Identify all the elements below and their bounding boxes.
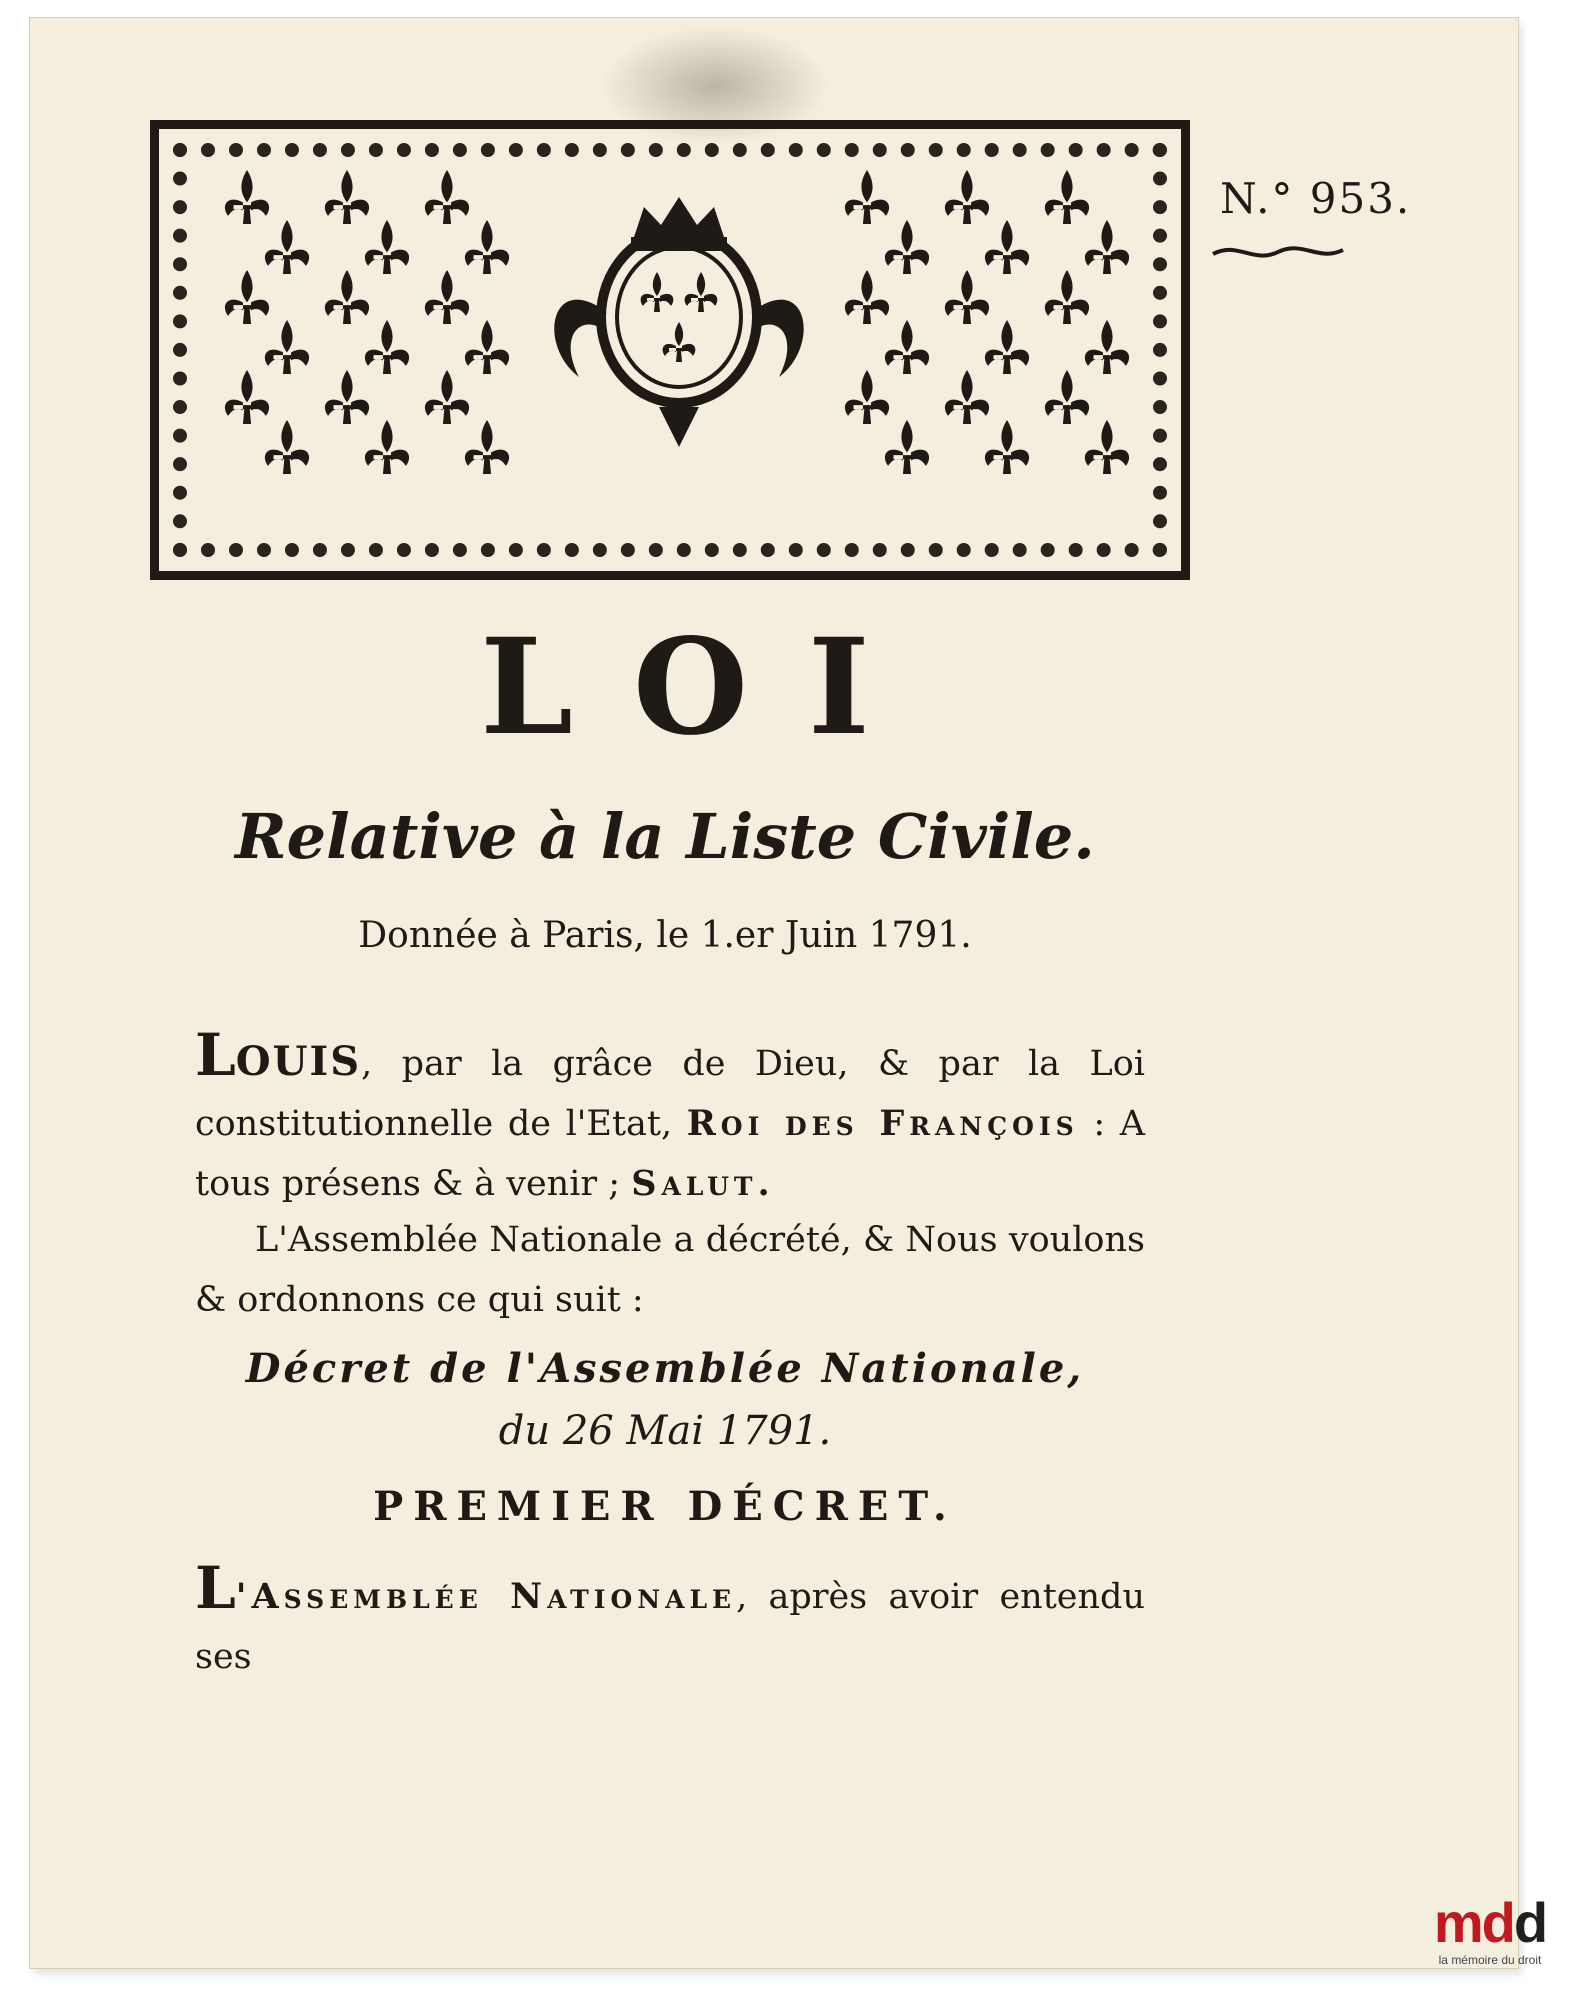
- decree-date: du 26 Mai 1791.: [498, 1408, 832, 1454]
- issue-date: Donnée à Paris, le 1.er Juin 1791.: [358, 915, 972, 956]
- fleur-de-lis-icon: [885, 320, 929, 374]
- preamble-dropcap: L: [195, 1021, 236, 1089]
- fleur-de-lis-icon: [225, 170, 269, 224]
- fleur-de-lis-icon: [265, 320, 309, 374]
- fleur-de-lis-icon: [1045, 170, 1089, 224]
- fleur-de-lis-icon: [225, 270, 269, 324]
- fleur-de-lis-field: [187, 157, 1172, 532]
- fleur-de-lis-icon: [945, 370, 989, 424]
- assembly-name: 'Assemblée Nationale: [235, 1576, 737, 1617]
- fleur-de-lis-icon: [945, 170, 989, 224]
- preamble-text-2: : A tous présens & à venir ;: [195, 1104, 1146, 1204]
- fleur-de-lis-icon: [845, 270, 889, 324]
- fleur-de-lis-icon: [985, 320, 1029, 374]
- fleur-de-lis-icon: [985, 220, 1029, 274]
- logo-tagline: la mémoire du droit: [1438, 1953, 1542, 1967]
- headpiece-border: [173, 143, 1167, 557]
- fleur-de-lis-icon: [1085, 220, 1129, 274]
- preamble-text-1: , par la grâce de Dieu, & par la Loi constitutionnelle de l'Etat,: [195, 1044, 1145, 1144]
- fleur-de-lis-icon: [1085, 320, 1129, 374]
- royal-preamble: [195, 1021, 1146, 1214]
- document-subtitle: Relative à la Liste Civile.: [235, 800, 1095, 873]
- fleur-de-lis-icon: [365, 320, 409, 374]
- logo-mark: mdd: [1433, 1891, 1547, 1954]
- fleur-de-lis-icon: [465, 320, 509, 374]
- fleur-de-lis-icon: [225, 370, 269, 424]
- decree-intro: L'Assemblée Nationale a décrété, & Nous voulons & ordonnons ce qui suit :: [195, 1220, 1145, 1320]
- opening-text: , après avoir entendu ses: [195, 1577, 1145, 1677]
- document-number: N.° 953.: [1220, 174, 1412, 223]
- fleur-de-lis-icon: [885, 220, 929, 274]
- fleur-de-lis-icon: [265, 220, 309, 274]
- document-title: LOI: [480, 610, 930, 765]
- fleur-de-lis-icon: [641, 272, 674, 312]
- fleur-de-lis-icon: [845, 370, 889, 424]
- decree-title: Décret de l'Assemblée Nationale,: [245, 1345, 1085, 1392]
- fleur-de-lis-icon: [325, 270, 369, 324]
- opening-dropcap: L: [195, 1554, 236, 1622]
- fleur-de-lis-icon: [265, 420, 309, 474]
- fleur-de-lis-icon: [425, 370, 469, 424]
- salut: Salut.: [631, 1163, 775, 1204]
- fleur-de-lis-icon: [885, 420, 929, 474]
- fleur-de-lis-icon: [1045, 370, 1089, 424]
- king-title: Roi des François: [686, 1103, 1079, 1144]
- fleur-de-lis-icon: [325, 370, 369, 424]
- fleur-de-lis-icon: [1085, 420, 1129, 474]
- fleur-de-lis-icon: [945, 270, 989, 324]
- ornamental-headpiece: [150, 120, 1190, 580]
- fleur-de-lis-icon: [465, 220, 509, 274]
- fleur-de-lis-icon: [425, 170, 469, 224]
- fleur-de-lis-icon: [425, 270, 469, 324]
- fleur-de-lis-icon: [325, 170, 369, 224]
- fleur-de-lis-icon: [663, 322, 696, 362]
- decree-opening: [195, 1554, 1145, 1687]
- fleur-de-lis-icon: [465, 420, 509, 474]
- fleur-de-lis-icon: [365, 220, 409, 274]
- first-decree-heading: PREMIER DÉCRET.: [373, 1483, 957, 1530]
- fleur-de-lis-icon: [845, 170, 889, 224]
- publisher-logo: [1410, 1891, 1570, 1967]
- swash-ornament-icon: [1208, 236, 1348, 266]
- king-name: OUIS: [235, 1038, 362, 1085]
- fleur-de-lis-icon: [685, 272, 718, 312]
- fleur-de-lis-icon: [985, 420, 1029, 474]
- fleur-de-lis-icon: [1045, 270, 1089, 324]
- fleur-de-lis-icon: [365, 420, 409, 474]
